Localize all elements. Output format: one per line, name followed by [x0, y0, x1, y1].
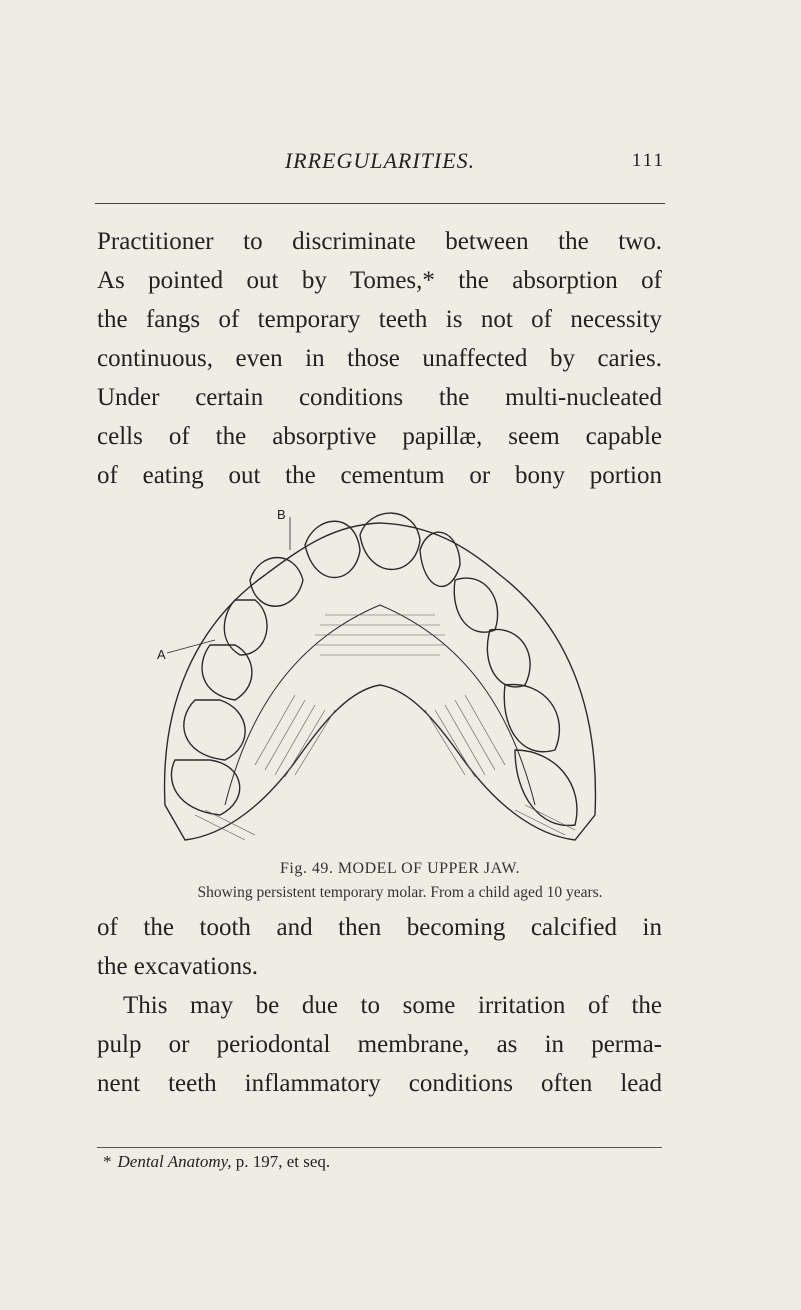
tooth-left-molar [184, 700, 245, 760]
footnote-rule [97, 1147, 662, 1148]
figure-caption-title: Fig. 49. MODEL OF UPPER JAW. [279, 860, 520, 877]
text-line: continuous, even in those unaffected by caries. [97, 345, 662, 372]
figure-label-a: A [157, 647, 166, 662]
running-head [95, 148, 665, 172]
jaw-outline [165, 523, 596, 840]
text-line: of eating out the cementum or bony portion [97, 462, 662, 489]
footnote-rest: p. 197, et seq. [231, 1152, 331, 1171]
text-line: nent teeth inflammatory conditions often lead [97, 1070, 662, 1097]
incisor [420, 532, 460, 586]
tooth-left-canine [224, 600, 267, 655]
incisor [305, 521, 360, 577]
text-line: This may be due to some irritation of the [123, 992, 662, 1019]
tooth-right-molar [504, 685, 559, 752]
text-line: As pointed out by Tomes,* the absorption of [97, 267, 662, 294]
footnote-title: Dental Anatomy, [117, 1152, 232, 1171]
figure-label-b: B [277, 507, 286, 522]
text-line: of the tooth and then becoming calcified in [97, 914, 662, 941]
tooth-right-premolar [487, 629, 530, 686]
text-line: Practitioner to discriminate between the two. [97, 228, 662, 255]
text-line: pulp or periodontal membrane, as in perma- [97, 1031, 662, 1058]
running-title: IRREGULARITIES. [284, 148, 476, 173]
tooth-right-molar [515, 750, 577, 825]
tooth-right-canine [454, 578, 497, 632]
header-rule [95, 203, 665, 204]
text-line: the fangs of temporary teeth is not of necessity [97, 306, 662, 333]
figure-caption-subtitle: Showing persistent temporary molar. From a child aged 10 years. [197, 884, 603, 901]
tooth-left-premolar [202, 645, 252, 700]
upper-jaw-illustration [155, 505, 605, 850]
incisor [250, 558, 303, 607]
footnote [103, 1152, 330, 1172]
footnote-symbol: * [103, 1152, 112, 1171]
paragraph-1 [97, 222, 662, 495]
label-a-leader [167, 640, 215, 653]
text-line: cells of the absorptive papillæ, seem capable [97, 423, 662, 450]
text-line: Under certain conditions the multi-nucleated [97, 384, 662, 411]
incisor [360, 513, 420, 569]
text-line: the excavations. [97, 953, 259, 980]
paragraph-2 [97, 908, 662, 1103]
page-number: 111 [631, 150, 665, 171]
